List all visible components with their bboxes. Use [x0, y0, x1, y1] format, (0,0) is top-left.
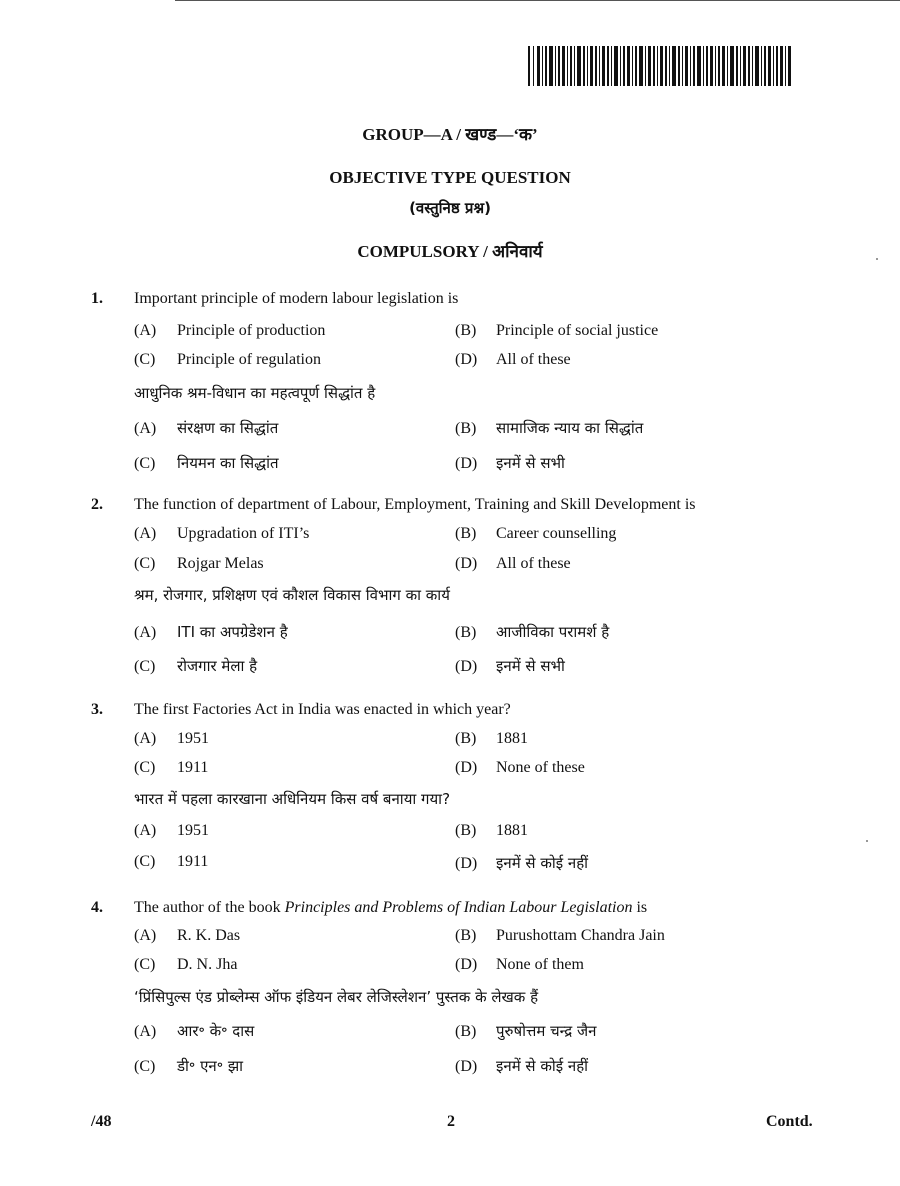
option-label: (D) — [455, 658, 478, 675]
barcode-image — [528, 46, 792, 86]
option-b-hi — [455, 418, 643, 438]
option-label: (A) — [134, 525, 157, 542]
option-label: (D) — [455, 956, 478, 973]
option-text: D. N. Jha — [177, 956, 238, 973]
option-label: (D) — [455, 351, 478, 368]
option-text: 1951 — [177, 822, 209, 839]
option-b-en — [455, 927, 665, 945]
option-label: (A) — [134, 927, 157, 944]
option-c-en — [134, 555, 264, 573]
option-c-hi — [134, 853, 208, 871]
option-label: (B) — [455, 525, 477, 542]
option-text: Principle of production — [177, 322, 326, 339]
question-text-en — [134, 899, 647, 917]
question-text-en: Important principle of modern labour legislation is — [134, 290, 459, 307]
question-number: 4. — [91, 899, 103, 916]
question-text-en: The function of department of Labour, Employment, Training and Skill Development is — [134, 496, 696, 513]
compulsory-heading: COMPULSORY / अनिवार्य — [357, 242, 543, 261]
option-label: (D) — [455, 759, 478, 776]
option-label: (B) — [455, 1023, 477, 1040]
option-label: (C) — [134, 555, 156, 572]
option-text: इनमें से कोई नहीं — [496, 1057, 589, 1075]
option-text: Principle of social justice — [496, 322, 659, 339]
option-b-hi — [455, 622, 609, 642]
option-b-hi — [455, 1021, 597, 1041]
option-text: रोजगार मेला है — [177, 657, 258, 675]
scan-speck — [866, 840, 868, 842]
option-a-en — [134, 525, 309, 543]
option-b-hi — [455, 822, 528, 840]
option-text: इनमें से सभी — [496, 454, 565, 472]
question-text-hi: श्रम, रोजगार, प्रशिक्षण एवं कौशल विकास विभाग का कार्य — [134, 586, 450, 604]
option-label: (C) — [134, 1058, 156, 1075]
option-label: (D) — [455, 1058, 478, 1075]
option-text: R. K. Das — [177, 927, 241, 944]
question-number: 1. — [91, 290, 103, 307]
option-text: None of these — [496, 759, 585, 776]
option-c-hi — [134, 656, 257, 676]
option-a-hi — [134, 418, 278, 438]
option-d-hi — [455, 453, 565, 473]
option-label: (A) — [134, 624, 157, 641]
option-label: (A) — [134, 420, 157, 437]
option-label: (C) — [134, 853, 156, 870]
option-text: पुरुषोत्तम चन्द्र जैन — [496, 1022, 597, 1040]
option-text: 1911 — [177, 759, 209, 776]
question-text-hi: ‘प्रिंसिपुल्स एंड प्रोब्लेम्स ऑफ इंडियन लेबर लेजिस्लेशन’ पुस्तक के लेखक हैं — [134, 988, 539, 1006]
question-text-post: is — [632, 899, 648, 916]
page-number: 2 — [447, 1113, 455, 1130]
option-text: संरक्षण का सिद्धांत — [177, 419, 279, 437]
option-label: (C) — [134, 759, 156, 776]
option-label: (D) — [455, 455, 478, 472]
option-a-hi — [134, 822, 209, 840]
option-a-en — [134, 927, 240, 945]
option-label: (A) — [134, 1023, 157, 1040]
option-text: All of these — [496, 555, 571, 572]
question-number: 2. — [91, 496, 103, 513]
option-d-hi — [455, 853, 588, 873]
section-heading: OBJECTIVE TYPE QUESTION — [329, 168, 571, 187]
option-label: (B) — [455, 927, 477, 944]
option-text: आजीविका परामर्श है — [496, 623, 610, 641]
option-label: (B) — [455, 624, 477, 641]
option-text: 1881 — [496, 730, 528, 747]
option-label: (A) — [134, 822, 157, 839]
option-text: 1951 — [177, 730, 209, 747]
option-text: All of these — [496, 351, 571, 368]
scan-speck — [876, 258, 878, 260]
question-text-hi: भारत में पहला कारखाना अधिनियम किस वर्ष बनाया गया? — [134, 790, 451, 808]
option-label: (B) — [455, 322, 477, 339]
option-text: Rojgar Melas — [177, 555, 264, 572]
option-a-hi — [134, 1021, 254, 1041]
option-b-en — [455, 730, 528, 748]
option-label: (D) — [455, 855, 478, 872]
option-b-en — [455, 322, 658, 340]
option-d-hi — [455, 1056, 588, 1076]
option-c-hi — [134, 1056, 243, 1076]
option-label: (B) — [455, 420, 477, 437]
option-c-en — [134, 956, 237, 974]
option-d-en — [455, 555, 571, 573]
option-d-hi — [455, 656, 565, 676]
option-a-en — [134, 322, 325, 340]
option-text: 1911 — [177, 853, 209, 870]
question-text-pre: The author of the book — [134, 899, 285, 916]
option-c-hi — [134, 453, 279, 473]
option-label: (C) — [134, 658, 156, 675]
option-text: Career counselling — [496, 525, 617, 542]
option-b-en — [455, 525, 616, 543]
option-text: 1881 — [496, 822, 528, 839]
option-text: सामाजिक न्याय का सिद्धांत — [496, 419, 644, 437]
option-label: (C) — [134, 455, 156, 472]
option-text: None of them — [496, 956, 584, 973]
option-d-en — [455, 351, 571, 369]
continued-label: Contd. — [766, 1113, 813, 1130]
top-rule — [175, 0, 900, 1]
option-text: इनमें से सभी — [496, 657, 565, 675]
question-text-en: The first Factories Act in India was enacted in which year? — [134, 701, 511, 718]
option-text: Purushottam Chandra Jain — [496, 927, 665, 944]
question-number: 3. — [91, 701, 103, 718]
option-label: (B) — [455, 730, 477, 747]
option-text: इनमें से कोई नहीं — [496, 854, 589, 872]
option-c-en — [134, 759, 208, 777]
option-d-en — [455, 759, 585, 777]
option-c-en — [134, 351, 321, 369]
book-title: Principles and Problems of Indian Labour Legislation — [284, 899, 633, 916]
option-label: (C) — [134, 956, 156, 973]
option-text: Principle of regulation — [177, 351, 321, 368]
option-text: आर॰ के॰ दास — [177, 1022, 255, 1040]
option-label: (A) — [134, 322, 157, 339]
option-a-en — [134, 730, 209, 748]
option-label: (D) — [455, 555, 478, 572]
option-label: (B) — [455, 822, 477, 839]
option-label: (C) — [134, 351, 156, 368]
question-text-hi: आधुनिक श्रम-विधान का महत्वपूर्ण सिद्धांत है — [134, 384, 376, 402]
option-a-hi — [134, 622, 288, 642]
option-label: (A) — [134, 730, 157, 747]
option-text: Upgradation of ITI’s — [177, 525, 310, 542]
option-d-en — [455, 956, 584, 974]
group-heading: GROUP—A / खण्ड—‘क’ — [362, 125, 538, 144]
option-text: नियमन का सिद्धांत — [177, 454, 279, 472]
option-text: ITI का अपग्रेडेशन है — [177, 623, 288, 641]
option-text: डी॰ एन॰ झा — [177, 1057, 244, 1075]
paper-code: /48 — [91, 1113, 112, 1130]
section-heading-hindi: (वस्तुनिष्ठ प्रश्न) — [409, 199, 491, 217]
